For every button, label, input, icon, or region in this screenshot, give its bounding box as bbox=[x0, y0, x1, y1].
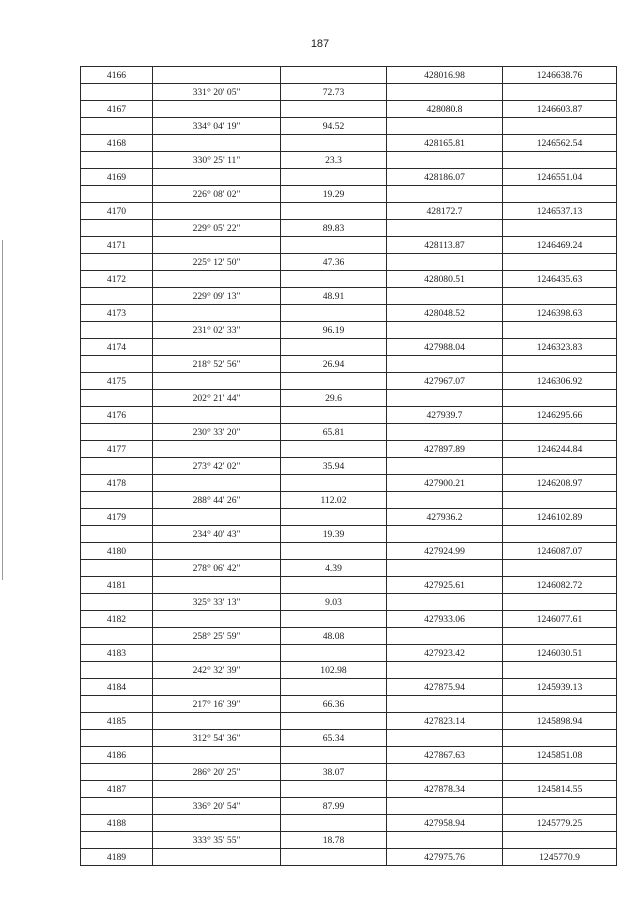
northing-cell bbox=[387, 560, 503, 577]
bearing-cell bbox=[153, 305, 281, 322]
bearing-cell bbox=[153, 169, 281, 186]
point-cell bbox=[81, 220, 153, 237]
bearing-cell: 336° 20' 54" bbox=[153, 798, 281, 815]
distance-cell bbox=[281, 271, 387, 288]
northing-cell bbox=[387, 662, 503, 679]
traverse-row bbox=[81, 322, 617, 339]
easting-cell: 1246562.54 bbox=[503, 135, 617, 152]
northing-cell bbox=[387, 594, 503, 611]
northing-cell bbox=[387, 390, 503, 407]
easting-cell bbox=[503, 594, 617, 611]
distance-cell: 47.36 bbox=[281, 254, 387, 271]
easting-cell bbox=[503, 356, 617, 373]
northing-cell bbox=[387, 322, 503, 339]
easting-cell: 1246077.61 bbox=[503, 611, 617, 628]
bearing-cell: 334° 04' 19" bbox=[153, 118, 281, 135]
point-cell bbox=[81, 832, 153, 849]
northing-cell bbox=[387, 458, 503, 475]
distance-cell bbox=[281, 135, 387, 152]
bearing-cell bbox=[153, 373, 281, 390]
bearing-cell bbox=[153, 543, 281, 560]
easting-cell bbox=[503, 118, 617, 135]
traverse-row bbox=[81, 696, 617, 713]
point-row bbox=[81, 339, 617, 356]
distance-cell: 35.94 bbox=[281, 458, 387, 475]
easting-cell bbox=[503, 424, 617, 441]
northing-cell: 428172.7 bbox=[387, 203, 503, 220]
bearing-cell: 231° 02' 33" bbox=[153, 322, 281, 339]
distance-cell bbox=[281, 645, 387, 662]
northing-cell: 428080.8 bbox=[387, 101, 503, 118]
survey-coordinates-table bbox=[80, 66, 617, 866]
bearing-cell bbox=[153, 339, 281, 356]
traverse-row bbox=[81, 662, 617, 679]
easting-cell: 1246398.63 bbox=[503, 305, 617, 322]
distance-cell bbox=[281, 441, 387, 458]
bearing-cell bbox=[153, 271, 281, 288]
traverse-row bbox=[81, 186, 617, 203]
easting-cell: 1245851.08 bbox=[503, 747, 617, 764]
point-cell: 4186 bbox=[81, 747, 153, 764]
easting-cell bbox=[503, 560, 617, 577]
traverse-row bbox=[81, 730, 617, 747]
easting-cell: 1246323.83 bbox=[503, 339, 617, 356]
distance-cell bbox=[281, 781, 387, 798]
bearing-cell: 229° 09' 13" bbox=[153, 288, 281, 305]
traverse-row bbox=[81, 798, 617, 815]
distance-cell bbox=[281, 305, 387, 322]
bearing-cell bbox=[153, 67, 281, 84]
easting-cell: 1246082.72 bbox=[503, 577, 617, 594]
distance-cell bbox=[281, 679, 387, 696]
easting-cell bbox=[503, 662, 617, 679]
point-cell: 4180 bbox=[81, 543, 153, 560]
bearing-cell bbox=[153, 577, 281, 594]
bearing-cell: 258° 25' 59" bbox=[153, 628, 281, 645]
distance-cell: 19.39 bbox=[281, 526, 387, 543]
point-row bbox=[81, 441, 617, 458]
easting-cell: 1245814.55 bbox=[503, 781, 617, 798]
easting-cell: 1246306.92 bbox=[503, 373, 617, 390]
traverse-row bbox=[81, 254, 617, 271]
distance-cell: 102.98 bbox=[281, 662, 387, 679]
distance-cell bbox=[281, 577, 387, 594]
easting-cell bbox=[503, 254, 617, 271]
easting-cell bbox=[503, 628, 617, 645]
northing-cell bbox=[387, 628, 503, 645]
easting-cell: 1246030.51 bbox=[503, 645, 617, 662]
point-row bbox=[81, 815, 617, 832]
northing-cell bbox=[387, 254, 503, 271]
point-cell bbox=[81, 730, 153, 747]
bearing-cell bbox=[153, 849, 281, 866]
point-cell bbox=[81, 390, 153, 407]
northing-cell bbox=[387, 832, 503, 849]
traverse-row bbox=[81, 458, 617, 475]
easting-cell bbox=[503, 458, 617, 475]
distance-cell bbox=[281, 169, 387, 186]
distance-cell: 48.91 bbox=[281, 288, 387, 305]
northing-cell: 427823.14 bbox=[387, 713, 503, 730]
traverse-row bbox=[81, 288, 617, 305]
traverse-row bbox=[81, 832, 617, 849]
bearing-cell: 331° 20' 05" bbox=[153, 84, 281, 101]
traverse-row bbox=[81, 84, 617, 101]
point-cell bbox=[81, 594, 153, 611]
easting-cell bbox=[503, 220, 617, 237]
point-row bbox=[81, 305, 617, 322]
distance-cell bbox=[281, 237, 387, 254]
easting-cell: 1246208.97 bbox=[503, 475, 617, 492]
easting-cell: 1246295.66 bbox=[503, 407, 617, 424]
point-cell bbox=[81, 118, 153, 135]
bearing-cell bbox=[153, 645, 281, 662]
point-cell: 4167 bbox=[81, 101, 153, 118]
point-cell bbox=[81, 560, 153, 577]
point-row bbox=[81, 101, 617, 118]
point-cell: 4173 bbox=[81, 305, 153, 322]
easting-cell bbox=[503, 288, 617, 305]
bearing-cell bbox=[153, 407, 281, 424]
northing-cell: 428048.52 bbox=[387, 305, 503, 322]
point-row bbox=[81, 781, 617, 798]
point-row bbox=[81, 713, 617, 730]
bearing-cell bbox=[153, 815, 281, 832]
traverse-row bbox=[81, 390, 617, 407]
distance-cell: 112.02 bbox=[281, 492, 387, 509]
bearing-cell: 217° 16' 39" bbox=[153, 696, 281, 713]
point-cell bbox=[81, 798, 153, 815]
northing-cell: 427933.06 bbox=[387, 611, 503, 628]
bearing-cell: 273° 42' 02" bbox=[153, 458, 281, 475]
northing-cell: 428165.81 bbox=[387, 135, 503, 152]
easting-cell: 1245779.25 bbox=[503, 815, 617, 832]
point-cell: 4175 bbox=[81, 373, 153, 390]
northing-cell bbox=[387, 526, 503, 543]
point-row bbox=[81, 509, 617, 526]
distance-cell: 65.34 bbox=[281, 730, 387, 747]
northing-cell: 427924.99 bbox=[387, 543, 503, 560]
distance-cell: 72.73 bbox=[281, 84, 387, 101]
distance-cell: 26.94 bbox=[281, 356, 387, 373]
easting-cell bbox=[503, 832, 617, 849]
point-cell: 4188 bbox=[81, 815, 153, 832]
distance-cell bbox=[281, 101, 387, 118]
scan-edge-mark bbox=[2, 240, 3, 580]
distance-cell bbox=[281, 713, 387, 730]
point-cell: 4177 bbox=[81, 441, 153, 458]
bearing-cell: 234° 40' 43" bbox=[153, 526, 281, 543]
easting-cell bbox=[503, 152, 617, 169]
distance-cell bbox=[281, 203, 387, 220]
bearing-cell bbox=[153, 237, 281, 254]
point-cell: 4189 bbox=[81, 849, 153, 866]
point-row bbox=[81, 475, 617, 492]
distance-cell bbox=[281, 339, 387, 356]
northing-cell bbox=[387, 118, 503, 135]
easting-cell bbox=[503, 322, 617, 339]
easting-cell: 1246537.13 bbox=[503, 203, 617, 220]
northing-cell: 427967.07 bbox=[387, 373, 503, 390]
point-cell: 4174 bbox=[81, 339, 153, 356]
page-number: 187 bbox=[310, 38, 330, 50]
point-cell: 4171 bbox=[81, 237, 153, 254]
easting-cell bbox=[503, 764, 617, 781]
traverse-row bbox=[81, 526, 617, 543]
northing-cell: 427900.21 bbox=[387, 475, 503, 492]
bearing-cell bbox=[153, 441, 281, 458]
point-cell: 4172 bbox=[81, 271, 153, 288]
bearing-cell: 312° 54' 36" bbox=[153, 730, 281, 747]
easting-cell: 1246087.07 bbox=[503, 543, 617, 560]
bearing-cell bbox=[153, 611, 281, 628]
northing-cell bbox=[387, 356, 503, 373]
point-cell bbox=[81, 322, 153, 339]
northing-cell bbox=[387, 220, 503, 237]
point-cell: 4168 bbox=[81, 135, 153, 152]
northing-cell: 427897.89 bbox=[387, 441, 503, 458]
northing-cell bbox=[387, 730, 503, 747]
distance-cell: 96.19 bbox=[281, 322, 387, 339]
point-cell: 4166 bbox=[81, 67, 153, 84]
point-row bbox=[81, 747, 617, 764]
northing-cell bbox=[387, 84, 503, 101]
bearing-cell bbox=[153, 747, 281, 764]
point-cell bbox=[81, 424, 153, 441]
easting-cell: 1246551.04 bbox=[503, 169, 617, 186]
point-cell bbox=[81, 288, 153, 305]
bearing-cell: 333° 35' 55" bbox=[153, 832, 281, 849]
traverse-row bbox=[81, 628, 617, 645]
point-cell: 4187 bbox=[81, 781, 153, 798]
point-cell bbox=[81, 662, 153, 679]
point-row bbox=[81, 543, 617, 560]
traverse-row bbox=[81, 492, 617, 509]
northing-cell bbox=[387, 288, 503, 305]
northing-cell bbox=[387, 152, 503, 169]
easting-cell bbox=[503, 186, 617, 203]
bearing-cell: 286° 20' 25" bbox=[153, 764, 281, 781]
point-row bbox=[81, 67, 617, 84]
bearing-cell bbox=[153, 475, 281, 492]
distance-cell: 4.39 bbox=[281, 560, 387, 577]
northing-cell: 428016.98 bbox=[387, 67, 503, 84]
distance-cell: 66.36 bbox=[281, 696, 387, 713]
easting-cell: 1246435.63 bbox=[503, 271, 617, 288]
easting-cell: 1245939.13 bbox=[503, 679, 617, 696]
northing-cell: 427867.63 bbox=[387, 747, 503, 764]
distance-cell: 89.83 bbox=[281, 220, 387, 237]
point-cell: 4183 bbox=[81, 645, 153, 662]
northing-cell: 427939.7 bbox=[387, 407, 503, 424]
point-row bbox=[81, 611, 617, 628]
bearing-cell: 325° 33' 13" bbox=[153, 594, 281, 611]
northing-cell bbox=[387, 424, 503, 441]
northing-cell: 427925.61 bbox=[387, 577, 503, 594]
point-row bbox=[81, 679, 617, 696]
point-cell bbox=[81, 152, 153, 169]
distance-cell: 9.03 bbox=[281, 594, 387, 611]
point-cell bbox=[81, 84, 153, 101]
distance-cell bbox=[281, 509, 387, 526]
point-row bbox=[81, 135, 617, 152]
northing-cell bbox=[387, 186, 503, 203]
point-row bbox=[81, 849, 617, 866]
traverse-row bbox=[81, 560, 617, 577]
point-cell bbox=[81, 696, 153, 713]
traverse-row bbox=[81, 764, 617, 781]
point-cell: 4178 bbox=[81, 475, 153, 492]
easting-cell: 1246603.87 bbox=[503, 101, 617, 118]
distance-cell bbox=[281, 543, 387, 560]
point-row bbox=[81, 407, 617, 424]
point-cell: 4184 bbox=[81, 679, 153, 696]
point-cell bbox=[81, 764, 153, 781]
point-cell: 4182 bbox=[81, 611, 153, 628]
easting-cell bbox=[503, 696, 617, 713]
distance-cell: 18.78 bbox=[281, 832, 387, 849]
bearing-cell bbox=[153, 101, 281, 118]
point-row bbox=[81, 271, 617, 288]
northing-cell bbox=[387, 764, 503, 781]
bearing-cell: 330° 25' 11" bbox=[153, 152, 281, 169]
bearing-cell bbox=[153, 713, 281, 730]
point-cell: 4185 bbox=[81, 713, 153, 730]
distance-cell bbox=[281, 747, 387, 764]
point-row bbox=[81, 577, 617, 594]
bearing-cell bbox=[153, 203, 281, 220]
point-cell bbox=[81, 254, 153, 271]
distance-cell: 19.29 bbox=[281, 186, 387, 203]
traverse-row bbox=[81, 220, 617, 237]
bearing-cell: 278° 06' 42" bbox=[153, 560, 281, 577]
northing-cell bbox=[387, 696, 503, 713]
northing-cell: 427936.2 bbox=[387, 509, 503, 526]
point-cell bbox=[81, 356, 153, 373]
easting-cell: 1246244.84 bbox=[503, 441, 617, 458]
traverse-row bbox=[81, 424, 617, 441]
traverse-row bbox=[81, 356, 617, 373]
distance-cell: 38.07 bbox=[281, 764, 387, 781]
northing-cell: 428080.51 bbox=[387, 271, 503, 288]
easting-cell bbox=[503, 84, 617, 101]
easting-cell bbox=[503, 730, 617, 747]
bearing-cell: 226° 08' 02" bbox=[153, 186, 281, 203]
distance-cell: 48.08 bbox=[281, 628, 387, 645]
northing-cell: 427875.94 bbox=[387, 679, 503, 696]
distance-cell: 94.52 bbox=[281, 118, 387, 135]
easting-cell: 1246102.89 bbox=[503, 509, 617, 526]
point-cell bbox=[81, 492, 153, 509]
bearing-cell bbox=[153, 781, 281, 798]
northing-cell: 428113.87 bbox=[387, 237, 503, 254]
bearing-cell: 218° 52' 56" bbox=[153, 356, 281, 373]
bearing-cell bbox=[153, 509, 281, 526]
northing-cell: 427988.04 bbox=[387, 339, 503, 356]
easting-cell: 1246469.24 bbox=[503, 237, 617, 254]
point-cell: 4169 bbox=[81, 169, 153, 186]
northing-cell: 427958.94 bbox=[387, 815, 503, 832]
distance-cell: 87.99 bbox=[281, 798, 387, 815]
distance-cell bbox=[281, 849, 387, 866]
easting-cell: 1246638.76 bbox=[503, 67, 617, 84]
point-cell: 4170 bbox=[81, 203, 153, 220]
northing-cell: 427975.76 bbox=[387, 849, 503, 866]
traverse-row bbox=[81, 118, 617, 135]
point-row bbox=[81, 169, 617, 186]
northing-cell: 428186.07 bbox=[387, 169, 503, 186]
traverse-row bbox=[81, 594, 617, 611]
distance-cell bbox=[281, 373, 387, 390]
bearing-cell: 225° 12' 50" bbox=[153, 254, 281, 271]
point-cell: 4181 bbox=[81, 577, 153, 594]
bearing-cell bbox=[153, 679, 281, 696]
point-cell: 4179 bbox=[81, 509, 153, 526]
point-row bbox=[81, 237, 617, 254]
bearing-cell: 230° 33' 20" bbox=[153, 424, 281, 441]
easting-cell bbox=[503, 526, 617, 543]
northing-cell: 427923.42 bbox=[387, 645, 503, 662]
point-cell bbox=[81, 458, 153, 475]
point-row bbox=[81, 645, 617, 662]
easting-cell bbox=[503, 492, 617, 509]
distance-cell bbox=[281, 611, 387, 628]
bearing-cell bbox=[153, 135, 281, 152]
point-cell bbox=[81, 186, 153, 203]
point-row bbox=[81, 203, 617, 220]
bearing-cell: 202° 21' 44" bbox=[153, 390, 281, 407]
northing-cell bbox=[387, 492, 503, 509]
easting-cell bbox=[503, 390, 617, 407]
table-body bbox=[81, 67, 617, 866]
distance-cell: 23.3 bbox=[281, 152, 387, 169]
northing-cell bbox=[387, 798, 503, 815]
bearing-cell: 288° 44' 26" bbox=[153, 492, 281, 509]
traverse-row bbox=[81, 152, 617, 169]
easting-cell: 1245898.94 bbox=[503, 713, 617, 730]
distance-cell bbox=[281, 475, 387, 492]
distance-cell: 29.6 bbox=[281, 390, 387, 407]
distance-cell: 65.81 bbox=[281, 424, 387, 441]
bearing-cell: 242° 32' 39" bbox=[153, 662, 281, 679]
distance-cell bbox=[281, 407, 387, 424]
point-cell bbox=[81, 628, 153, 645]
easting-cell: 1245770.9 bbox=[503, 849, 617, 866]
easting-cell bbox=[503, 798, 617, 815]
distance-cell bbox=[281, 815, 387, 832]
point-cell: 4176 bbox=[81, 407, 153, 424]
bearing-cell: 229° 05' 22" bbox=[153, 220, 281, 237]
point-row bbox=[81, 373, 617, 390]
northing-cell: 427878.34 bbox=[387, 781, 503, 798]
point-cell bbox=[81, 526, 153, 543]
distance-cell bbox=[281, 67, 387, 84]
